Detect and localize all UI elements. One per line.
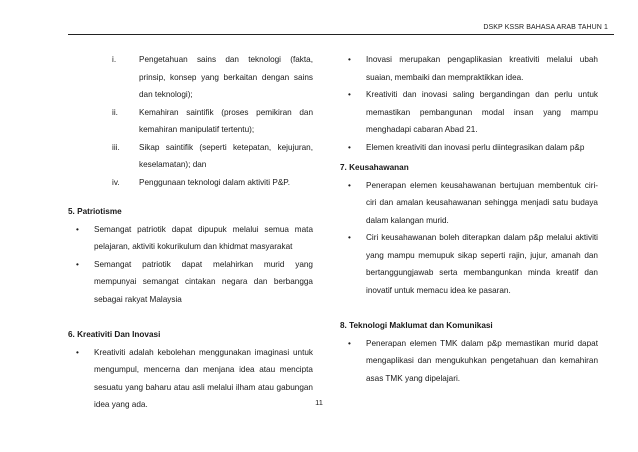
roman-item-text: Penggunaan teknologi dalam aktiviti P&P. <box>139 177 290 187</box>
left-column <box>68 51 313 414</box>
list-item <box>340 335 598 388</box>
page-number: 11 <box>315 398 323 407</box>
roman-numeral: ii. <box>112 107 118 117</box>
section-5-list <box>68 221 313 309</box>
roman-numeral: i. <box>112 55 117 64</box>
list-item <box>340 86 598 139</box>
header-rule <box>68 34 614 35</box>
roman-item-text: Pengetahuan sains dan teknologi (fakta, prinsip, konsep yang berkaitan dengan sains dan teknologi); <box>139 55 313 99</box>
list-item <box>68 256 313 309</box>
bullet-text: Semangat patriotik dapat dipupuk melalui semua mata pelajaran, aktiviti kokurikulum dan khidmat masyarakat <box>94 224 313 251</box>
document-header: DSKP KSSR BAHASA ARAB TAHUN 1 <box>483 24 608 31</box>
list-item <box>340 229 598 299</box>
bullet-icon <box>340 51 366 86</box>
roman-list-item <box>68 139 313 174</box>
roman-list-item <box>68 51 313 104</box>
spacer <box>68 191 313 200</box>
bullet-text: Semangat patriotik dapat melahirkan murid yang mempunyai semangat cintakan negara dan berbangga sebagai rakyat Malaysia <box>94 259 313 304</box>
section-6-title: 6. Kreativiti Dan Inovasi <box>68 330 161 339</box>
right-column <box>340 51 598 387</box>
roman-list-item <box>68 174 313 192</box>
bullet-icon <box>340 139 366 157</box>
section-8-title: 8. Teknologi Maklumat dan Komunikasi <box>340 321 493 330</box>
bullet-text: Inovasi merupakan pengaplikasian kreativiti melalui ubah suaian, membaiki dan mempraktikkan idea. <box>366 55 598 82</box>
roman-list-item <box>68 104 313 139</box>
roman-numeral: iv. <box>112 177 120 187</box>
roman-numeral: iii. <box>112 142 120 152</box>
list-item <box>340 51 598 86</box>
bullet-text: Kreativiti dan inovasi saling bergandingan dan perlu untuk memastikan pembangunan modal insan yang mampu menghadapi cabaran Abad 21. <box>366 90 598 134</box>
bullet-text: Penerapan elemen TMK dalam p&p memastikan murid dapat mengaplikasi dan mengukuhkan pengetahuan dan kemahiran asas TMK yang dipelajari. <box>366 338 598 383</box>
roman-item-text: Sikap saintifik (seperti ketepatan, kejujuran, keselamatan); dan <box>139 142 313 169</box>
bullet-icon <box>340 335 366 388</box>
bullet-icon <box>340 177 366 230</box>
roman-item-text: Kemahiran saintifik (proses pemikiran dan kemahiran manipulatif tertentu); <box>139 107 313 134</box>
section-7-list <box>340 177 598 300</box>
spacer <box>68 308 313 323</box>
list-item <box>340 139 598 157</box>
section-5-title: 5. Patriotisme <box>68 207 122 216</box>
bullet-icon <box>340 86 366 139</box>
bullet-text: Kreativiti adalah kebolehan menggunakan imaginasi untuk mengumpul, mencerna dan menjana idea atau mencipta sesuatu yang baharu atau asli melalui ilham atau gabungan idea yang ada. <box>94 347 313 409</box>
section-8-list <box>340 335 598 388</box>
innovation-list <box>340 51 598 156</box>
bullet-text: Ciri keusahawanan boleh diterapkan dalam p&p melalui aktiviti yang mampu memupuk sikap seperti rajin, jujur, amanah dan bertanggungjawab serta membangunkan minda kreatif dan inovatif untuk memacu idea ke pasaran. <box>366 233 598 295</box>
list-item <box>68 221 313 256</box>
spacer <box>340 299 598 314</box>
section-7-title: 7. Keusahawanan <box>340 163 409 172</box>
bullet-icon <box>68 221 94 256</box>
bullet-text: Penerapan elemen keusahawanan bertujuan membentuk ciri-ciri dan amalan keusahawanan sehingga menjadi satu budaya dalam kalangan murid. <box>366 180 598 225</box>
bullet-text: Elemen kreativiti dan inovasi perlu diintegrasikan dalam p&p <box>366 142 585 152</box>
list-item <box>340 177 598 230</box>
bullet-icon <box>68 256 94 309</box>
bullet-icon <box>340 229 366 299</box>
